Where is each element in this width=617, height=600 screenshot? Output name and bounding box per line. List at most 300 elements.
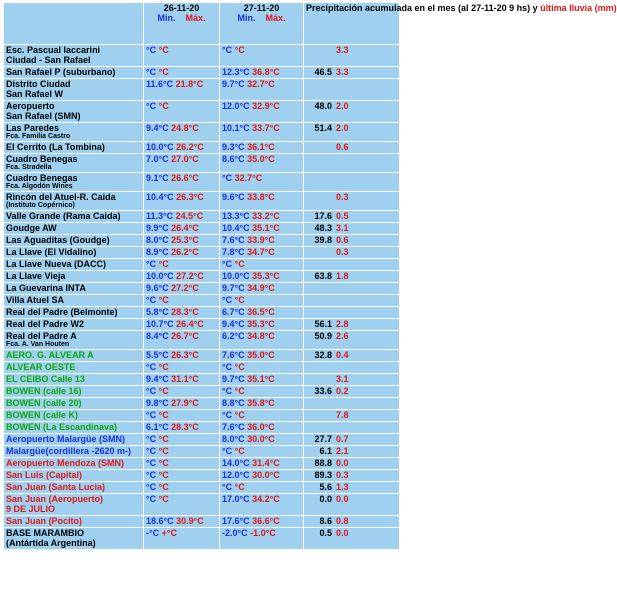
station-name: San Luis (Capital) <box>6 470 83 480</box>
precip-cell <box>304 67 400 79</box>
day1-max-temp: 26.4°C <box>171 223 199 233</box>
day2-temp-cell <box>220 45 304 67</box>
day2-min-temp: 7.8°C <box>222 247 245 257</box>
station-subtitle: Fca. Algodón Wines <box>6 183 73 190</box>
day2-temp-cell <box>220 247 304 259</box>
date1-max-label: Máx. <box>185 13 206 23</box>
date2-label: 27-11-20 <box>243 3 280 13</box>
precip-last-rain: 0.0 <box>336 458 349 468</box>
day1-temp-cell <box>144 494 220 516</box>
day2-max-temp: °C <box>234 410 245 420</box>
day2-temp-cell <box>220 362 304 374</box>
header-station-cell <box>4 3 144 45</box>
day1-temp-cell <box>144 331 220 350</box>
station-name: Aeropuerto Malargüe (SMN) <box>6 434 126 444</box>
day2-max-temp: 33.2°C <box>252 211 280 221</box>
station-row <box>4 173 400 192</box>
station-cell <box>4 45 144 67</box>
station-name: Aeropuerto <box>6 101 55 111</box>
station-row <box>4 307 400 319</box>
station-name: El Cerrito (La Tombina) <box>6 142 105 152</box>
precip-cell <box>304 446 400 458</box>
day1-temp-cell <box>144 211 220 223</box>
day2-max-temp: °C <box>234 45 245 55</box>
station-cell <box>4 154 144 173</box>
station-row <box>4 79 400 101</box>
precip-cell <box>304 271 400 283</box>
station-name: Rincón del Atuel-R. Caida <box>6 192 116 202</box>
day2-temp-cell <box>220 494 304 516</box>
station-cell <box>4 211 144 223</box>
station-cell <box>4 223 144 235</box>
precip-last-rain: 0.4 <box>336 350 349 360</box>
station-name: La Llave (El Vidalino) <box>6 247 97 257</box>
precip-cell <box>304 410 400 422</box>
station-row <box>4 295 400 307</box>
precip-cell <box>304 173 400 192</box>
day1-max-temp: 25.3°C <box>171 235 199 245</box>
day1-temp-cell <box>144 79 220 101</box>
day2-temp-cell <box>220 79 304 101</box>
day1-max-temp: 26.2°C <box>171 247 199 257</box>
station-name: Las Paredes <box>6 123 60 133</box>
day2-max-temp: °C <box>234 482 245 492</box>
station-cell <box>4 398 144 410</box>
station-name: EL CEIBO Calle 13 <box>6 374 85 384</box>
day1-max-temp: °C <box>158 494 169 504</box>
day1-temp-cell <box>144 192 220 211</box>
station-row <box>4 247 400 259</box>
precip-month-total: 33.6 <box>314 386 332 396</box>
header-date1-cell <box>144 3 220 45</box>
station-name: Real del Padre W2 <box>6 319 85 329</box>
day2-min-temp: 17.6°C <box>222 516 250 526</box>
day1-min-temp: °C <box>146 295 157 305</box>
day1-min-temp: 8.4°C <box>146 331 169 341</box>
day1-temp-cell <box>144 434 220 446</box>
day2-min-temp: 7.6°C <box>222 350 245 360</box>
day2-min-temp: 9.7°C <box>222 283 245 293</box>
day1-min-temp: °C <box>146 482 157 492</box>
day1-max-temp: 26.7°C <box>171 331 199 341</box>
station-cell <box>4 67 144 79</box>
day1-temp-cell <box>144 123 220 142</box>
day1-max-temp: 27.9°C <box>171 398 199 408</box>
day1-temp-cell <box>144 422 220 434</box>
station-name: Cuadro Benegas <box>6 173 78 183</box>
precip-cell <box>304 516 400 528</box>
day1-min-temp: 8.0°C <box>146 235 169 245</box>
day1-max-temp: 21.8°C <box>175 79 204 89</box>
day2-max-temp: °C <box>234 362 245 372</box>
precip-cell <box>304 434 400 446</box>
precip-cell <box>304 398 400 410</box>
precip-month-total: 0.5 <box>319 528 332 538</box>
day1-temp-cell <box>144 154 220 173</box>
station-row <box>4 494 400 516</box>
station-name: La Llave Vieja <box>6 271 66 281</box>
station-row <box>4 142 400 154</box>
day1-temp-cell <box>144 458 220 470</box>
precip-header-cell <box>304 3 617 45</box>
station-name: La Llave Nueva (DACC) <box>6 259 107 269</box>
day2-temp-cell <box>220 528 304 550</box>
precip-cell <box>304 331 400 350</box>
station-cell <box>4 142 144 154</box>
station-name: Malargüe(cordillera -2620 m-) <box>6 446 132 456</box>
day1-temp-cell <box>144 173 220 192</box>
day1-max-temp: °C <box>158 362 169 372</box>
station-cell <box>4 173 144 192</box>
day2-max-temp: 32.9°C <box>252 101 280 111</box>
station-cell <box>4 350 144 362</box>
station-name: Villa Atuel SA <box>6 295 65 305</box>
precip-month-total: 63.8 <box>314 271 332 281</box>
precip-month-total: 27.7 <box>314 434 332 444</box>
station-row <box>4 123 400 142</box>
station-row <box>4 374 400 386</box>
day1-max-temp: °C <box>158 101 169 111</box>
day2-min-temp: 12.0°C <box>222 101 250 111</box>
day1-temp-cell <box>144 446 220 458</box>
station-cell <box>4 434 144 446</box>
day2-max-temp: 34.7°C <box>247 247 275 257</box>
day2-temp-cell <box>220 173 304 192</box>
day2-max-temp: 32.7°C <box>247 79 275 89</box>
day1-max-temp: 28.3°C <box>171 307 199 317</box>
day1-max-temp: 26.3°C <box>176 192 204 202</box>
day2-max-temp: 33.9°C <box>247 235 275 245</box>
precip-last-rain: 0.7 <box>336 434 349 444</box>
day1-max-temp: 26.3°C <box>171 350 199 360</box>
day2-min-temp: °C <box>222 482 233 492</box>
day1-min-temp: °C <box>146 362 157 372</box>
day2-min-temp: 8.6°C <box>222 154 245 164</box>
station-name: Las Aguaditas (Goudge) <box>6 235 110 245</box>
precip-cell <box>304 307 400 319</box>
day1-max-temp: °C <box>158 259 169 269</box>
day1-temp-cell <box>144 45 220 67</box>
day2-max-temp: 30.0°C <box>247 434 275 444</box>
day2-temp-cell <box>220 192 304 211</box>
station-name: Real del Padre A <box>6 331 77 341</box>
precip-cell <box>304 470 400 482</box>
station-name: ALVEAR OESTE <box>6 362 76 372</box>
day2-temp-cell <box>220 211 304 223</box>
station-cell <box>4 101 144 123</box>
day2-min-temp: 12.0°C <box>222 470 250 480</box>
station-row <box>4 211 400 223</box>
day2-max-temp: 35.0°C <box>247 154 275 164</box>
station-row <box>4 101 400 123</box>
date2-min-label: Min. <box>237 13 256 23</box>
station-name: BOWEN (La Escandinava) <box>6 422 118 432</box>
station-name: Goudge AW <box>6 223 57 233</box>
day2-temp-cell <box>220 101 304 123</box>
station-name: San Juan (Santa Lucia) <box>6 482 106 492</box>
station-cell <box>4 410 144 422</box>
station-cell <box>4 331 144 350</box>
precip-cell <box>304 247 400 259</box>
day1-min-temp: 5.5°C <box>146 350 169 360</box>
day1-min-temp: °C <box>146 446 157 456</box>
station-cell <box>4 494 144 516</box>
day1-min-temp: -°C <box>146 528 160 538</box>
weather-table <box>3 2 617 550</box>
station-row <box>4 386 400 398</box>
precip-month-total: 8.6 <box>319 516 332 526</box>
day2-temp-cell <box>220 482 304 494</box>
day2-max-temp: 31.4°C <box>252 458 280 468</box>
day2-min-temp: °C <box>222 446 233 456</box>
header-row <box>4 3 400 45</box>
station-cell <box>4 386 144 398</box>
day2-max-temp: 35.8°C <box>247 398 275 408</box>
precip-last-rain: 2.0 <box>336 101 349 111</box>
station-row <box>4 398 400 410</box>
precip-last-rain: 2.8 <box>336 319 349 329</box>
precip-cell <box>304 235 400 247</box>
precip-month-total: 50.9 <box>314 331 332 341</box>
station-row <box>4 362 400 374</box>
station-name: Aeropuerto Mendoza (SMN) <box>6 458 124 468</box>
day1-max-temp: 27.2°C <box>171 283 199 293</box>
day1-max-temp: °C <box>158 67 169 77</box>
day2-temp-cell <box>220 350 304 362</box>
day2-max-temp: 36.8°C <box>252 67 280 77</box>
station-row <box>4 422 400 434</box>
station-cell <box>4 422 144 434</box>
day1-temp-cell <box>144 350 220 362</box>
day1-temp-cell <box>144 319 220 331</box>
day2-temp-cell <box>220 446 304 458</box>
station-cell <box>4 192 144 211</box>
day2-max-temp: 34.8°C <box>247 331 275 341</box>
precip-last-rain: 0.3 <box>336 247 349 257</box>
station-row <box>4 223 400 235</box>
day2-max-temp: 30.0°C <box>252 470 280 480</box>
date1-label: 26-11-20 <box>163 3 200 13</box>
day1-temp-cell <box>144 101 220 123</box>
precip-cell <box>304 192 400 211</box>
day2-temp-cell <box>220 319 304 331</box>
precip-cell <box>304 123 400 142</box>
station-name-line2: San Rafael (SMN) <box>6 111 81 121</box>
station-cell <box>4 458 144 470</box>
precip-title-last-rain: última lluvia (mm) <box>540 3 617 13</box>
day1-max-temp: 28.3°C <box>171 422 199 432</box>
day2-min-temp: 6.7°C <box>222 307 245 317</box>
day1-max-temp: °C <box>158 458 169 468</box>
day1-min-temp: °C <box>146 410 157 420</box>
precip-cell <box>304 45 400 67</box>
day2-min-temp: 9.4°C <box>222 319 245 329</box>
day2-max-temp: 35.0°C <box>247 350 275 360</box>
day2-min-temp: 6.2°C <box>222 331 245 341</box>
precip-month-total: 48.3 <box>314 223 332 233</box>
day1-temp-cell <box>144 295 220 307</box>
station-subtitle: Fca. A. Van Houten <box>6 341 70 348</box>
weather-report <box>3 2 617 550</box>
station-row <box>4 271 400 283</box>
station-name: BASE MARAMBIO <box>6 528 84 538</box>
day1-temp-cell <box>144 516 220 528</box>
day1-min-temp: °C <box>146 259 157 269</box>
precip-month-total: 51.4 <box>314 123 332 133</box>
precip-last-rain: 0.0 <box>336 528 349 538</box>
precip-cell <box>304 350 400 362</box>
precip-cell <box>304 101 400 123</box>
day2-max-temp: 32.7°C <box>234 173 263 183</box>
precip-cell <box>304 482 400 494</box>
day2-min-temp: °C <box>222 259 233 269</box>
day1-min-temp: 10.7°C <box>146 319 174 329</box>
station-name: Valle Grande (Rama Caida) <box>6 211 121 221</box>
day2-max-temp: °C <box>234 295 245 305</box>
station-cell <box>4 259 144 271</box>
day2-max-temp: 33.8°C <box>247 192 275 202</box>
station-row <box>4 350 400 362</box>
date2-max-label: Máx. <box>265 13 286 23</box>
station-row <box>4 259 400 271</box>
day1-min-temp: °C <box>146 458 157 468</box>
station-name: San Juan (Pocito) <box>6 516 83 526</box>
day1-max-temp: 31.1°C <box>171 374 199 384</box>
precip-month-total: 46.5 <box>314 67 332 77</box>
precip-month-total: 17.6 <box>314 211 332 221</box>
precip-month-total: 89.3 <box>314 470 332 480</box>
station-subtitle: (Instituto Copérnico) <box>6 202 75 209</box>
precip-cell <box>304 319 400 331</box>
precip-last-rain: 0.5 <box>336 211 349 221</box>
precip-last-rain: 2.0 <box>336 123 349 133</box>
day2-min-temp: 7.6°C <box>222 235 245 245</box>
station-subtitle: Fca. Stradella <box>6 164 52 171</box>
day2-min-temp: 12.3°C <box>222 67 250 77</box>
day1-max-temp: 26.2°C <box>176 142 204 152</box>
station-name: BOWEN (calle 16) <box>6 386 82 396</box>
day1-max-temp: 27.0°C <box>171 154 199 164</box>
precip-title: Precipitación acumulada en el mes (al 27-11-20 9 hs) y <box>306 3 538 13</box>
day1-min-temp: 9.8°C <box>146 398 169 408</box>
station-cell <box>4 235 144 247</box>
day1-min-temp: 9.9°C <box>146 223 169 233</box>
station-cell <box>4 79 144 101</box>
day1-temp-cell <box>144 410 220 422</box>
day1-temp-cell <box>144 482 220 494</box>
day1-temp-cell <box>144 271 220 283</box>
day2-temp-cell <box>220 307 304 319</box>
header-date2-cell <box>220 3 304 45</box>
day1-min-temp: 9.6°C <box>146 283 169 293</box>
day1-min-temp: 9.4°C <box>146 123 169 133</box>
day2-max-temp: -1.0°C <box>250 528 276 538</box>
station-cell <box>4 319 144 331</box>
day2-temp-cell <box>220 422 304 434</box>
day2-temp-cell <box>220 154 304 173</box>
station-cell <box>4 516 144 528</box>
station-name: BOWEN (calle 20) <box>6 398 82 408</box>
precip-cell <box>304 211 400 223</box>
precip-month-total: 88.8 <box>314 458 332 468</box>
day1-min-temp: °C <box>146 386 157 396</box>
day2-temp-cell <box>220 223 304 235</box>
station-row <box>4 154 400 173</box>
day2-temp-cell <box>220 386 304 398</box>
day2-max-temp: 36.6°C <box>252 516 280 526</box>
precip-cell <box>304 154 400 173</box>
day2-max-temp: 35.3°C <box>247 319 275 329</box>
precip-cell <box>304 374 400 386</box>
day2-max-temp: 35.1°C <box>247 374 275 384</box>
precip-last-rain: 2.1 <box>336 446 349 456</box>
day2-temp-cell <box>220 458 304 470</box>
day2-min-temp: °C <box>222 386 233 396</box>
station-name-line2: 9 DE JULIO <box>6 504 56 514</box>
precip-last-rain: 3.3 <box>336 45 349 55</box>
station-cell <box>4 528 144 550</box>
precip-cell <box>304 494 400 516</box>
day2-min-temp: 8.8°C <box>222 398 245 408</box>
precip-cell <box>304 386 400 398</box>
day2-temp-cell <box>220 283 304 295</box>
day2-min-temp: 10.0°C <box>222 271 250 281</box>
day1-min-temp: 9.1°C <box>146 173 169 183</box>
day2-max-temp: 36.1°C <box>247 142 275 152</box>
day2-max-temp: °C <box>234 259 245 269</box>
day1-temp-cell <box>144 470 220 482</box>
day2-max-temp: °C <box>234 446 245 456</box>
day1-min-temp: 11.6°C <box>146 79 174 89</box>
day2-max-temp: 36.0°C <box>247 422 275 432</box>
station-row <box>4 331 400 350</box>
station-row <box>4 470 400 482</box>
station-cell <box>4 123 144 142</box>
day2-min-temp: 8.0°C <box>222 434 245 444</box>
day2-min-temp: 17.0°C <box>222 494 250 504</box>
day2-min-temp: °C <box>222 410 233 420</box>
day1-temp-cell <box>144 67 220 79</box>
day1-temp-cell <box>144 374 220 386</box>
day1-min-temp: 5.8°C <box>146 307 169 317</box>
day1-temp-cell <box>144 235 220 247</box>
station-cell <box>4 307 144 319</box>
day1-min-temp: °C <box>146 45 157 55</box>
day2-min-temp: °C <box>222 173 233 183</box>
station-cell <box>4 295 144 307</box>
precip-last-rain: 0.3 <box>336 470 349 480</box>
station-name: San Rafael P (suburbano) <box>6 67 116 77</box>
station-name-line2: San Rafael W <box>6 89 64 99</box>
day1-temp-cell <box>144 259 220 271</box>
day1-temp-cell <box>144 223 220 235</box>
day1-min-temp: 8.9°C <box>146 247 169 257</box>
day2-temp-cell <box>220 235 304 247</box>
day2-max-temp: 35.3°C <box>252 271 280 281</box>
day2-max-temp: 33.7°C <box>252 123 280 133</box>
precip-month-total: 48.0 <box>314 101 332 111</box>
precip-month-total: 39.8 <box>314 235 332 245</box>
day2-temp-cell <box>220 374 304 386</box>
day2-temp-cell <box>220 470 304 482</box>
day2-min-temp: °C <box>222 295 233 305</box>
day1-temp-cell <box>144 142 220 154</box>
day1-max-temp: °C <box>158 446 169 456</box>
day1-min-temp: 10.0°C <box>146 271 174 281</box>
day1-min-temp: °C <box>146 494 157 504</box>
day1-min-temp: °C <box>146 434 157 444</box>
station-row <box>4 283 400 295</box>
